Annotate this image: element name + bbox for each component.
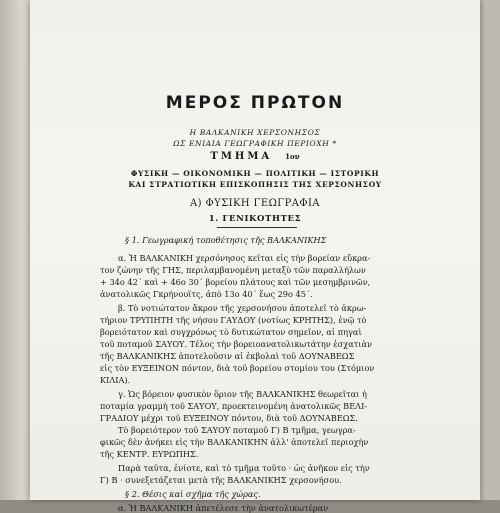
chapter-heading: 1. ΓΕΝΙΚΟΤΗΤΕΣ bbox=[208, 214, 302, 224]
tmhma-heading bbox=[30, 151, 480, 162]
book-page bbox=[30, 0, 480, 513]
subtitle-line-1: Η ΒΑΛΚΑΝΙΚΗ ΧΕΡΣΟΝΗΣΟΣ bbox=[189, 128, 321, 137]
body-line: Γ) Β · συνεξετάζεται μετὰ τῆς ΒΑΛΚΑΝΙΚΗΣ χερσονήσου. bbox=[100, 475, 342, 485]
section-heading: Α) ΦΥΣΙΚΗ ΓΕΩΓΡΑΦΙΑ bbox=[190, 198, 320, 209]
body-line: + 34ο 42΄ καὶ + 46ο 30΄ βορείου πλάτους καὶ τῶν μεσημβρινῶν, bbox=[100, 277, 371, 287]
body-line: Τὸ βορειότερον τοῦ ΣΑΥΟΥ ποταμοῦ Γ) Β τμῆμα, γεωγρα- bbox=[118, 425, 356, 435]
page-title: ΜΕΡΟΣ ΠΡΩΤΟΝ bbox=[165, 93, 345, 113]
body-line: τήριον ΤΡΥΠΗΤΗ τῆς νήσου ΓΑΥΔΟΥ (νοτίως ΚΡΗΤΗΣ), ἐνῷ τὸ bbox=[100, 315, 367, 325]
body-line: φικῶς δὲν ἀνήκει εἰς τὴν ΒΑΛΚΑΝΙΚΗΝ ἀλλ' ἀποτελεῖ περιοχὴν bbox=[100, 437, 369, 447]
subtitle-line-4: ΚΑΙ ΣΤΡΑΤΙΩΤΙΚΗ ΕΠΙΣΚΟΠΗΣΙΣ ΤΗΣ ΧΕΡΣΟΝΗΣΟΥ bbox=[128, 180, 382, 189]
body-line: ΓΡΑΔΙΟΥ μέχρι τοῦ ΕΥΞΕΙΝΟΥ πόντου, διὰ τοῦ ΔΟΥΝΑΒΕΩΣ. bbox=[100, 413, 358, 423]
body-line: τον ζώνην τῆς ΓΗΣ, περιλαμβανομένη μεταξὺ τῶν παραλλήλων bbox=[100, 265, 366, 275]
body-line: ΚΙΛΙΑ). bbox=[100, 375, 131, 385]
body-line: α. Ἡ ΒΑΛΚΑΝΙΚΗ ἀπετέλεσε τὴν ἀνατολικωτέραν bbox=[118, 503, 329, 513]
paragraph-heading-2: § 2. Θέσις καὶ σχῆμα τῆς χώρας. bbox=[125, 489, 261, 499]
body-line: τῆς ΚΕΝΤΡ. ΕΥΡΩΠΗΣ. bbox=[100, 449, 199, 459]
body-line: ποταμία γραμμὴ τοῦ ΣΑΥΟΥ, προεκτεινομένη ἀνατολικῶς ΒΕΛΙ- bbox=[100, 401, 368, 411]
chapter-underline bbox=[217, 227, 297, 228]
body-line: ἀνατολικῶς Γκρήνουϊτς, ἀπὸ 13ο 40΄ ἕως 29ο 45΄. bbox=[100, 289, 313, 299]
body-line: β. Τὸ νοτιώτατον ἄκρον τῆς χερσονήσου ἀποτελεῖ τὸ ἀκρω- bbox=[118, 303, 367, 313]
paragraph-heading-1: § 1. Γεωγραφική τοποθέτησις τῆς ΒΑΛΚΑΝΙΚΗΣ bbox=[125, 235, 327, 245]
tmhma-label: ΤΜΗΜΑ bbox=[210, 151, 273, 162]
body-line: α. Ἡ ΒΑΛΚΑΝΙΚΗ χερσόνησος κεῖται εἰς τὴν βορείαν εὔκρα- bbox=[118, 253, 371, 263]
subtitle-line-3: ΦΥΣΙΚΗ — ΟΙΚΟΝΟΜΙΚΗ — ΠΟΛΙΤΙΚΗ — ΙΣΤΟΡΙΚΗ bbox=[130, 169, 380, 178]
body-line: βορειότατον καὶ συγχρόνως τὸ δυτικώτατον σημεῖον, αἱ πηγαὶ bbox=[100, 327, 362, 337]
body-line: Παρὰ ταῦτα, ἐνίοτε, καὶ τὸ τμῆμα τοῦτο · ὡς ἀνῆκον εἰς τὴν bbox=[118, 463, 370, 473]
body-line: εἰς τὸν ΕΥΞΕΙΝΟΝ πόντον, διὰ τοῦ βορείου στομίου του (Στόμιον bbox=[100, 363, 375, 373]
subtitle-line-2: ΩΣ ΕΝΙΑΙΑ ΓΕΩΓΡΑΦΙΚΗ ΠΕΡΙΟΧΗ * bbox=[173, 139, 337, 148]
body-line: τοῦ ποταμοῦ ΣΑΥΟΥ. Τέλος τὴν βορειοανατολικωτάτην ἐσχατιὰν bbox=[100, 339, 373, 349]
body-line: τῆς ΒΑΛΚΑΝΙΚΗΣ ἀποτελοῦσιν αἱ ἐκβολαὶ τοῦ ΔΟΥΝΑΒΕΩΣ bbox=[100, 351, 355, 361]
tmhma-number: 1ον bbox=[285, 152, 300, 161]
body-line: γ. Ὡς βόρειον φυσικὸν ὅριον τῆς ΒΑΛΚΑΝΙΚΗΣ θεωρεῖται ἡ bbox=[118, 389, 367, 399]
